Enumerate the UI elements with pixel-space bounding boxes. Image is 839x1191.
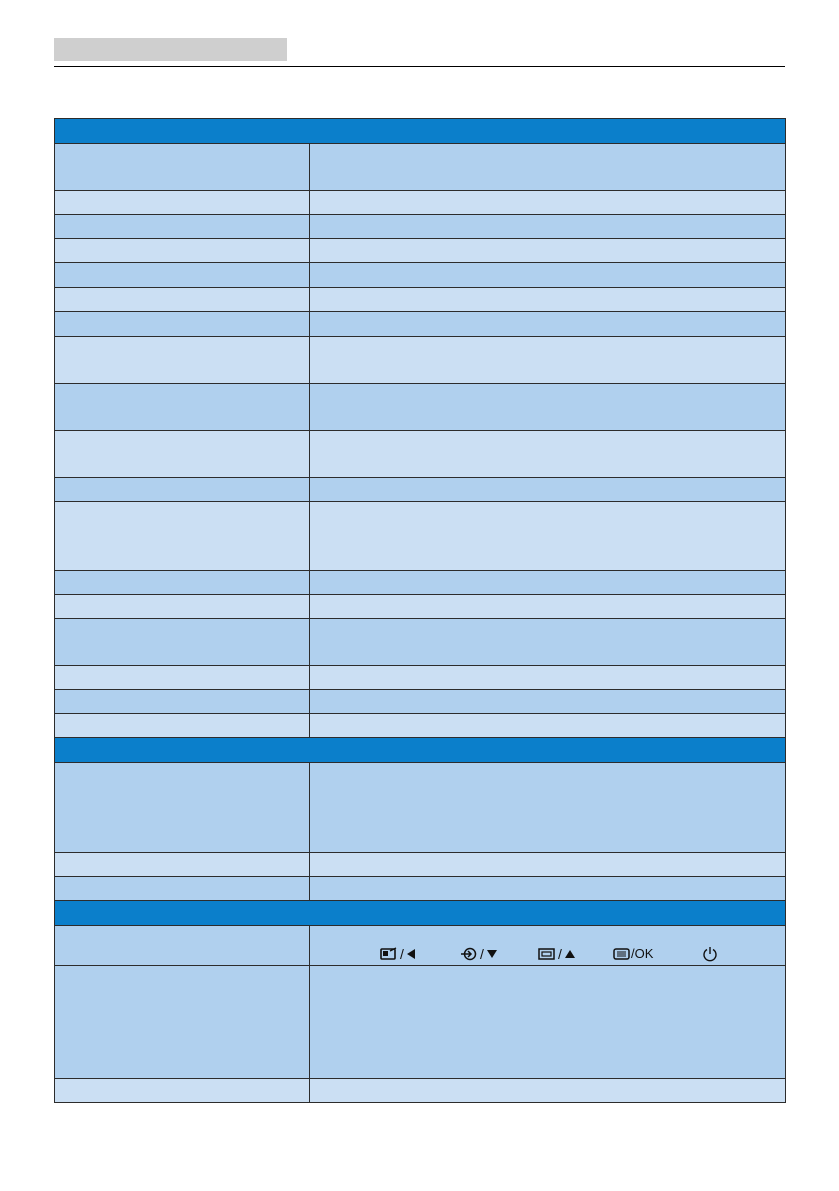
spec-value-cell: [310, 763, 786, 853]
spec-value-cell: [310, 337, 786, 384]
spec-value-cell: [310, 1079, 786, 1103]
power-icon: [702, 946, 718, 962]
spec-value-cell: [310, 144, 786, 191]
spec-value-cell: [310, 966, 786, 1079]
spec-label-cell: [55, 312, 310, 337]
table1-row: [55, 595, 786, 619]
header-rule: [54, 66, 785, 67]
table1-row: [55, 763, 786, 853]
spec-value-cell: [310, 571, 786, 595]
spec-value-cell: [310, 384, 786, 431]
spec-label-cell: [55, 619, 310, 666]
spec-label-cell: [55, 666, 310, 690]
spec-value-cell: [310, 502, 786, 571]
table1-row: [55, 478, 786, 502]
triangle-down-icon: [486, 949, 498, 959]
spec-table-2: [54, 900, 786, 1103]
spec-value-cell: [310, 239, 786, 263]
table1-row: [55, 144, 786, 191]
spec-label-cell: [55, 478, 310, 502]
spec-label-cell: [55, 144, 310, 191]
spec-value-cell: [310, 690, 786, 714]
spec-label-cell: [55, 571, 310, 595]
spec-label-cell: [55, 337, 310, 384]
controls-cell: [310, 926, 786, 966]
menu-ok-label: /OK: [631, 946, 654, 961]
spec-table-1-body: [55, 119, 786, 902]
triangle-left-icon: [406, 948, 416, 960]
table1-section-header: [55, 119, 786, 144]
section-header-cell: [55, 738, 786, 763]
table1-row: [55, 384, 786, 431]
power-control: [702, 946, 718, 962]
page-header-bar: [54, 38, 287, 61]
display-mode-up-control: /: [538, 946, 576, 962]
spec-label-cell: [55, 966, 310, 1079]
spec-label-cell: [55, 595, 310, 619]
spec-value-cell: [310, 215, 786, 239]
spec-label-cell: [55, 384, 310, 431]
table1-row: [55, 239, 786, 263]
table1-row: [55, 619, 786, 666]
table2-section-header: [55, 901, 786, 926]
table1-row: [55, 714, 786, 738]
table2-row: [55, 1079, 786, 1103]
spec-value-cell: [310, 595, 786, 619]
table1-row: [55, 853, 786, 877]
picture-format-icon: [380, 947, 398, 961]
table1-row: [55, 571, 786, 595]
spec-label-cell: [55, 877, 310, 902]
spec-label-cell: [55, 263, 310, 288]
table1-row: [55, 877, 786, 902]
table1-row: [55, 502, 786, 571]
spec-label-cell: [55, 191, 310, 215]
spec-value-cell: [310, 853, 786, 877]
section-header-cell: [55, 119, 786, 144]
spec-table-1: [54, 118, 786, 902]
spec-label-cell: [55, 853, 310, 877]
spec-label-cell: [55, 763, 310, 853]
section-header-cell: [55, 901, 786, 926]
table1-row: [55, 288, 786, 312]
table1-section-header: [55, 738, 786, 763]
table1-row: [55, 666, 786, 690]
spec-value-cell: [310, 478, 786, 502]
spec-label-cell: [55, 926, 310, 966]
spec-value-cell: [310, 191, 786, 215]
spec-value-cell: [310, 312, 786, 337]
spec-value-cell: [310, 666, 786, 690]
spec-value-cell: [310, 877, 786, 902]
table1-row: [55, 263, 786, 288]
table1-row: [55, 431, 786, 478]
input-down-control: /: [460, 946, 498, 962]
spec-table-2-body: [55, 901, 786, 1103]
table1-row: [55, 312, 786, 337]
picture-format-left-control: /: [380, 946, 416, 962]
table1-row: [55, 690, 786, 714]
spec-label-cell: [55, 239, 310, 263]
display-mode-icon: [538, 947, 556, 961]
spec-value-cell: [310, 619, 786, 666]
spec-value-cell: [310, 288, 786, 312]
spec-label-cell: [55, 215, 310, 239]
spec-label-cell: [55, 714, 310, 738]
spec-value-cell: [310, 714, 786, 738]
table2-row: [55, 966, 786, 1079]
menu-ok-control: [613, 946, 653, 961]
spec-label-cell: [55, 690, 310, 714]
spec-value-cell: [310, 263, 786, 288]
table1-row: [55, 191, 786, 215]
spec-label-cell: [55, 502, 310, 571]
input-source-icon: [460, 947, 478, 961]
spec-label-cell: [55, 288, 310, 312]
spec-value-cell: [310, 431, 786, 478]
spec-label-cell: [55, 1079, 310, 1103]
table2-row: [55, 926, 786, 966]
triangle-up-icon: [564, 949, 576, 959]
table1-row: [55, 337, 786, 384]
spec-label-cell: [55, 431, 310, 478]
table1-row: [55, 215, 786, 239]
menu-icon: [613, 947, 631, 961]
